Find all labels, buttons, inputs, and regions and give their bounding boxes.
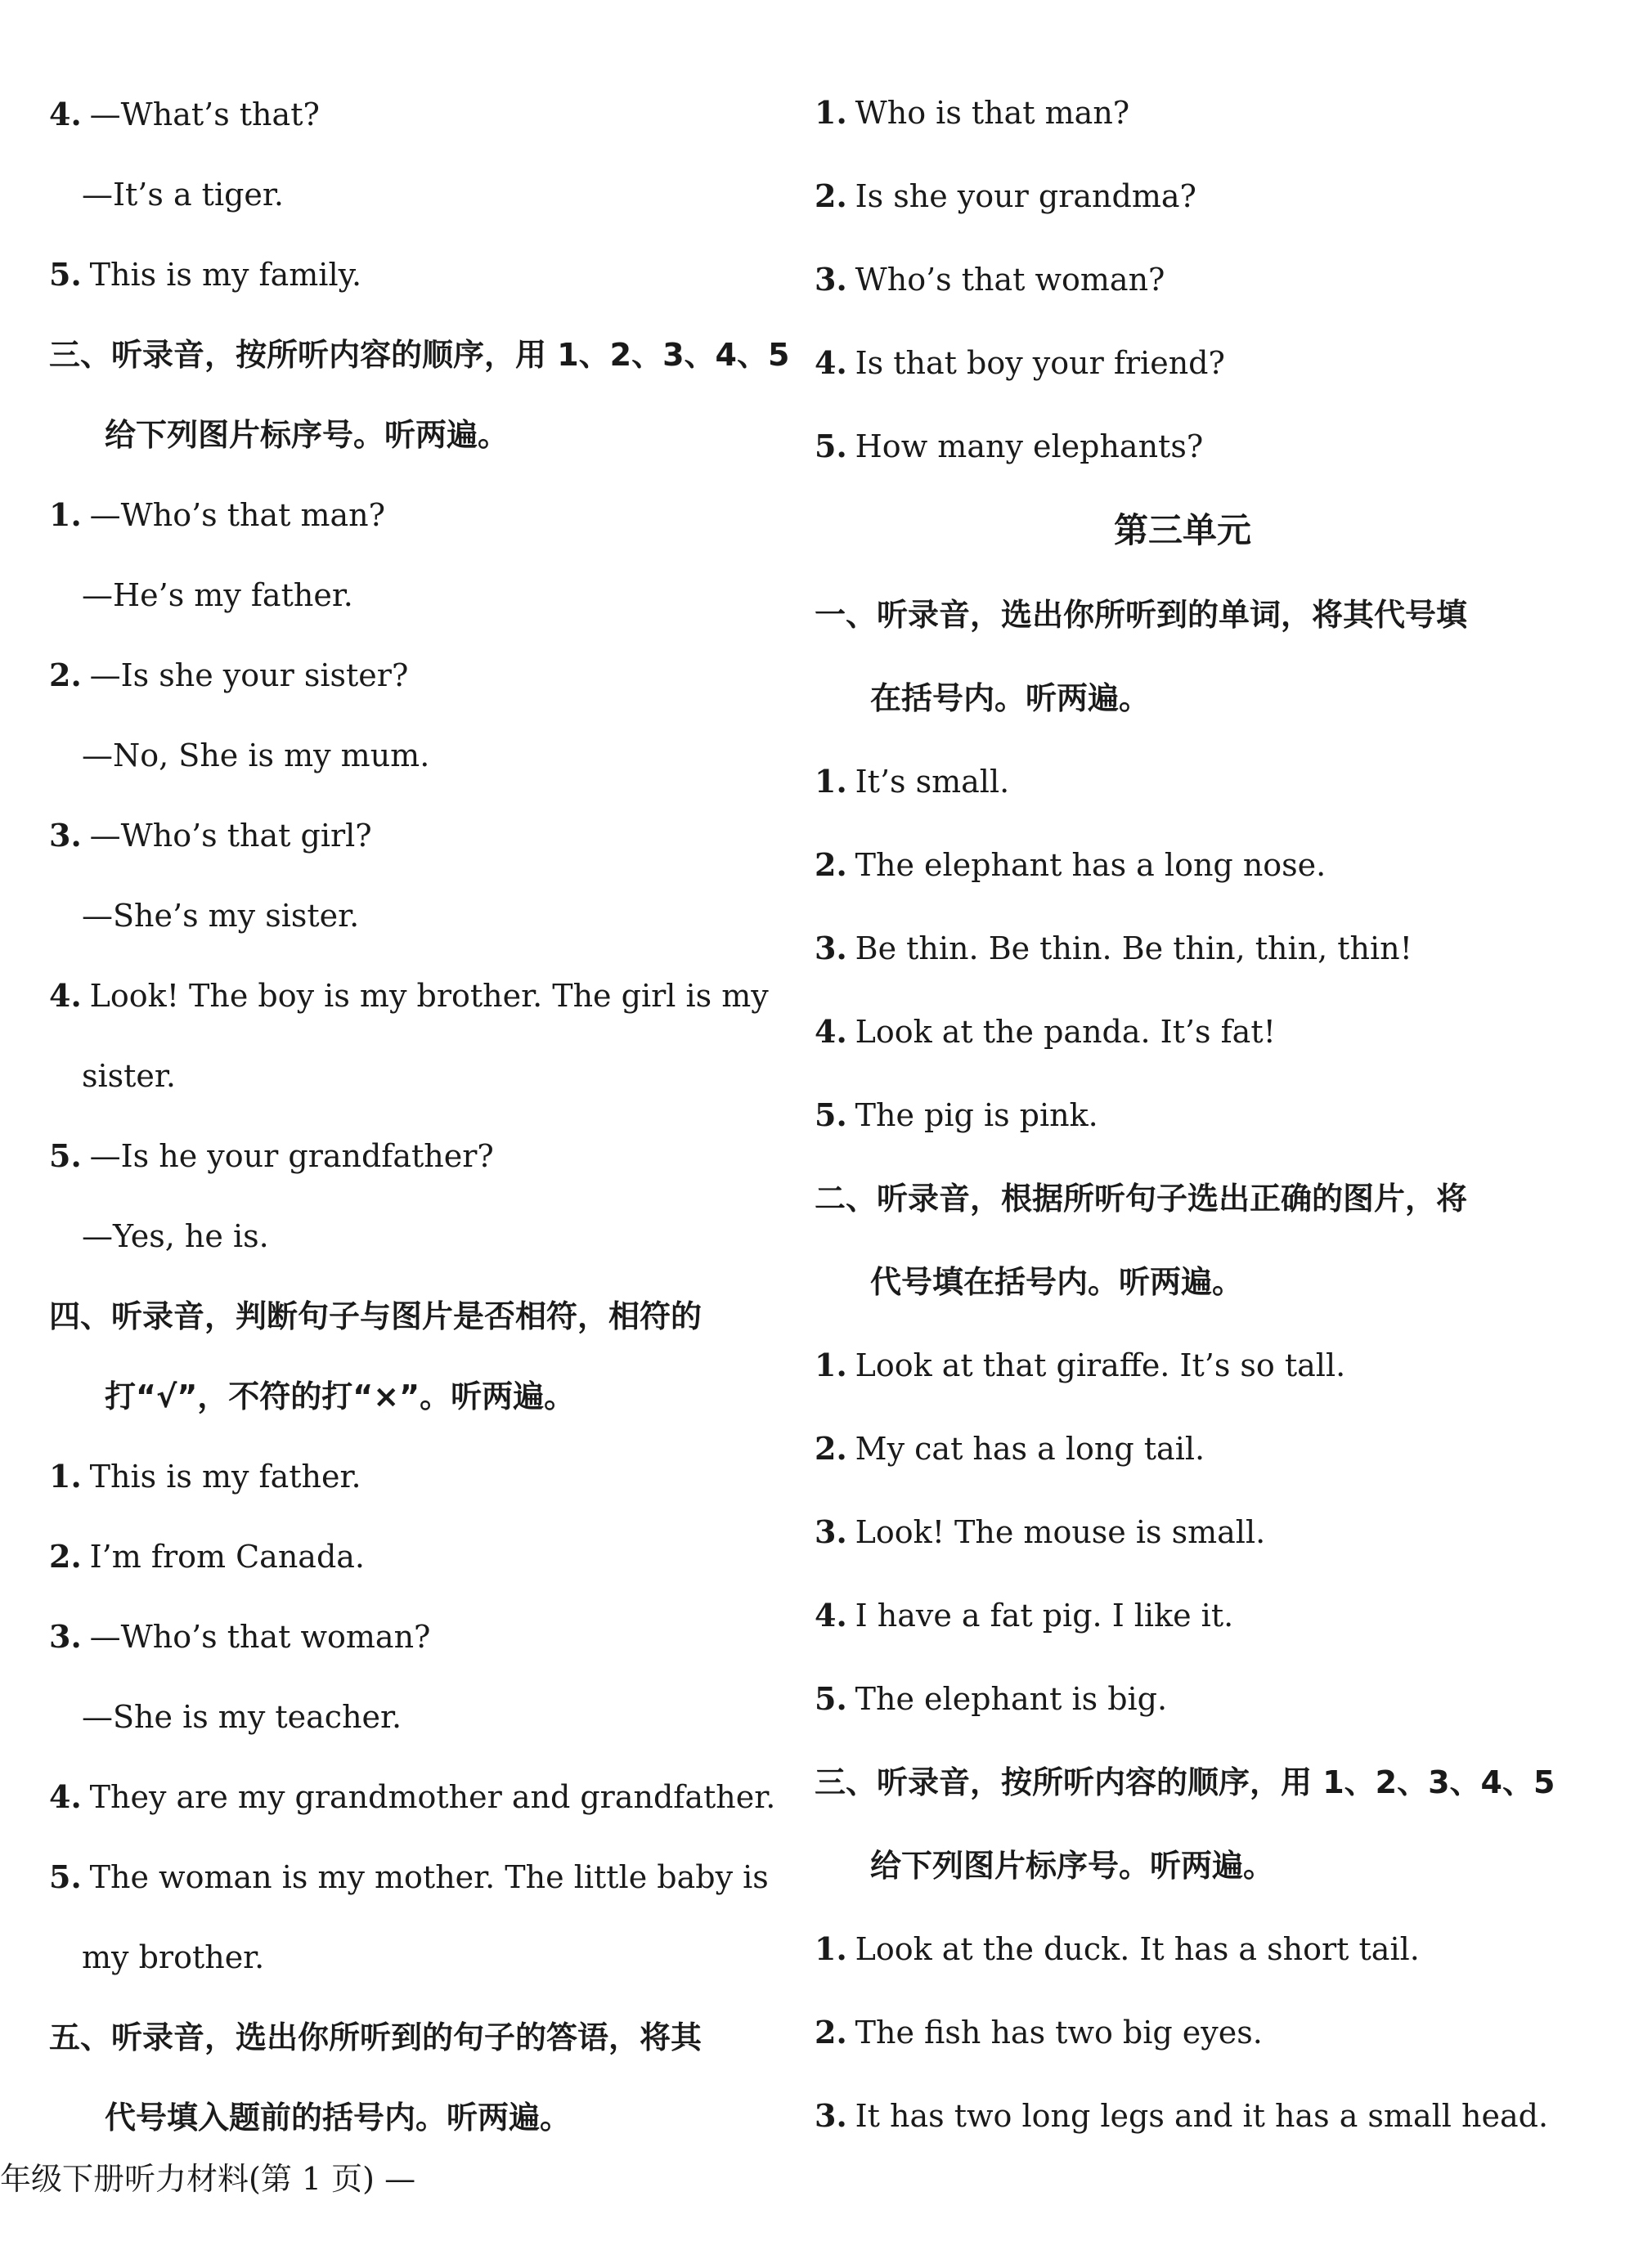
s3-item-2-answer: —No, She is my mum. [82, 737, 430, 773]
u3-s3-item-2: 2. The fish has two big eyes. [815, 2014, 1263, 2051]
s4-item-3-question: 3. —Who’s that woman? [49, 1618, 431, 1655]
u3-s1-item-3: 3. Be thin. Be thin. Be thin, thin, thin! [815, 930, 1412, 966]
u3-s1-item-5: 5. The pig is pink. [815, 1096, 1098, 1133]
s5-item-2: 2. Is she your grandma? [815, 177, 1196, 214]
u3-section-heading-1: 一、听录音，选出你所听到的单词，将其代号填 [815, 597, 1468, 633]
s3-item-2-question: 2. —Is she your sister? [49, 657, 409, 693]
s4-item-5: 5. The woman is my mother. The little baby is [49, 1858, 769, 1895]
u3-s1-item-4: 4. Look at the panda. It’s fat! [815, 1013, 1276, 1050]
section-heading-4-cont: 打“√”，不符的打“×”。听两遍。 [105, 1378, 576, 1414]
u3-section-heading-3-cont: 给下列图片标序号。听两遍。 [870, 1848, 1275, 1884]
s4-item-5-cont: my brother. [82, 1939, 265, 1975]
u3-s2-item-2: 2. My cat has a long tail. [815, 1430, 1205, 1467]
u3-section-heading-1-cont: 在括号内。听两遍。 [870, 680, 1151, 716]
u3-s2-item-1: 1. Look at that giraffe. It’s so tall. [815, 1347, 1346, 1383]
s3-item-5-question: 5. —Is he your grandfather? [49, 1137, 494, 1174]
s5-item-1: 1. Who is that man? [815, 94, 1130, 131]
s3-item-1-question: 1. —Who’s that man? [49, 496, 386, 533]
s5-item-5: 5. How many elephants? [815, 428, 1204, 464]
s5-item-4: 4. Is that boy your friend? [815, 344, 1225, 381]
page-footer: 年级下册听力材料(第 1 页) — [0, 2161, 416, 2197]
item-5: 5. This is my family. [49, 256, 362, 293]
section-heading-5: 五、听录音，选出你所听到的句子的答语，将其 [49, 2019, 703, 2055]
section-heading-3-cont: 给下列图片标序号。听两遍。 [105, 417, 510, 453]
section-heading-5-cont: 代号填入题前的括号内。听两遍。 [105, 2100, 572, 2136]
u3-s2-item-4: 4. I have a fat pig. I like it. [815, 1597, 1234, 1634]
s3-item-4: 4. Look! The boy is my brother. The girl is my [49, 977, 769, 1014]
s5-item-3: 3. Who’s that woman? [815, 261, 1165, 298]
s3-item-4-cont: sister. [82, 1058, 176, 1094]
section-heading-3: 三、听录音，按所听内容的顺序，用 1、2、3、4、5 [49, 337, 790, 373]
s4-item-1: 1. This is my father. [49, 1458, 361, 1495]
u3-s1-item-2: 2. The elephant has a long nose. [815, 846, 1327, 883]
s4-item-3-answer: —She is my teacher. [82, 1699, 402, 1735]
s3-item-3-answer: —She’s my sister. [82, 898, 360, 934]
u3-s2-item-5: 5. The elephant is big. [815, 1680, 1168, 1717]
u3-s3-item-3: 3. It has two long legs and it has a small head. [815, 2097, 1549, 2134]
u3-s1-item-1: 1. It’s small. [815, 763, 1010, 800]
u3-s2-item-3: 3. Look! The mouse is small. [815, 1513, 1266, 1550]
u3-section-heading-2: 二、听录音，根据所听句子选出正确的图片，将 [815, 1181, 1468, 1217]
section-heading-4: 四、听录音，判断句子与图片是否相符，相符的 [49, 1298, 703, 1334]
s3-item-3-question: 3. —Who’s that girl? [49, 817, 372, 854]
item-4-question: 4. —What’s that? [49, 96, 320, 132]
s3-item-1-answer: —He’s my father. [82, 577, 353, 613]
s4-item-4: 4. They are my grandmother and grandfather. [49, 1778, 776, 1815]
s3-item-5-answer: —Yes, he is. [82, 1218, 269, 1254]
unit-title: 第三单元 [1113, 510, 1251, 550]
u3-section-heading-3: 三、听录音，按所听内容的顺序，用 1、2、3、4、5 [815, 1764, 1555, 1800]
s4-item-2: 2. I’m from Canada. [49, 1538, 366, 1575]
u3-s3-item-1: 1. Look at the duck. It has a short tail. [815, 1930, 1420, 1967]
item-4-answer: —It’s a tiger. [82, 177, 284, 213]
u3-section-heading-2-cont: 代号填在括号内。听两遍。 [870, 1264, 1244, 1300]
